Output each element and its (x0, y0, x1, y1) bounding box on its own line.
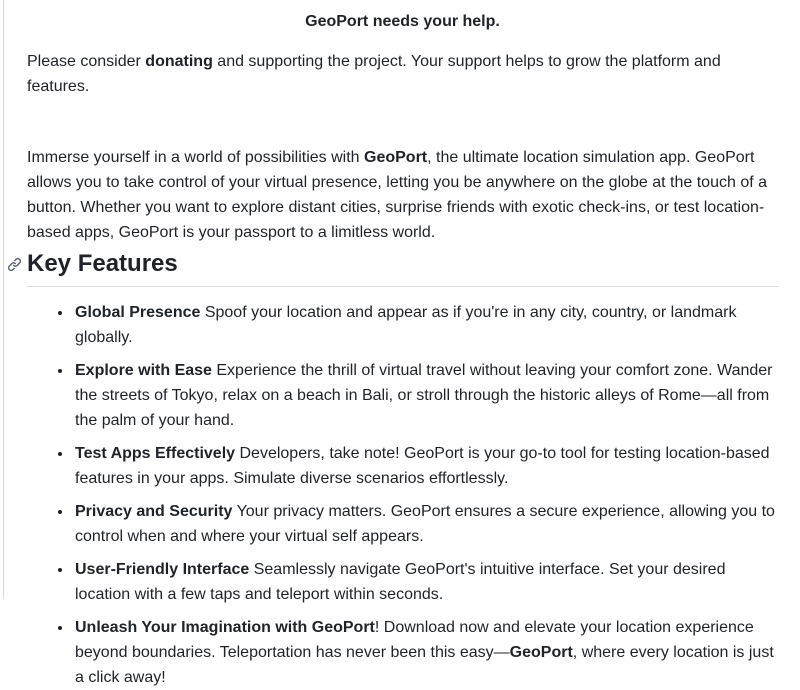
feature-item-global-presence (73, 300, 778, 350)
donate-paragraph-post: and supporting the project. Your support helps to grow the platform and features. (27, 53, 721, 95)
key-features-heading-text: Key Features (27, 250, 178, 277)
feature-tail: , where every location is just a click away! (75, 644, 774, 686)
feature-lead: Global Presence (75, 304, 201, 321)
intro-paragraph-post: , the ultimate location simulation app. GeoPort allows you to take control of your virtual presence, letting you be anywhere on the globe at the touch of a button. Whether you want to explore distant cities, surprise friends with exotic check-ins, or test location-based apps, GeoPort is your passport to a limitless world. (27, 149, 768, 241)
feature-lead: Privacy and Security (75, 503, 233, 520)
feature-item-user-friendly (73, 557, 778, 607)
feature-lead: User-Friendly Interface (75, 561, 250, 578)
features-list (27, 300, 778, 690)
intro-paragraph (27, 145, 778, 245)
feature-body: ! Download now and elevate your location experience beyond boundaries. Teleportation has never been this easy— (75, 619, 754, 661)
feature-body: Seamlessly navigate GeoPort's intuitive interface. Set your desired location with a few taps and teleport within seconds. (75, 561, 726, 603)
feature-body: Your privacy matters. GeoPort ensures a secure experience, allowing you to control when and where your virtual self appears. (75, 503, 775, 545)
help-title-text: GeoPort needs your help. (305, 13, 500, 30)
chain-link-icon (7, 257, 22, 272)
donate-paragraph-pre: Please consider (27, 53, 146, 70)
feature-item-test-apps (73, 441, 778, 491)
page-left-border (3, 0, 4, 599)
feature-lead: Explore with Ease (75, 362, 212, 379)
feature-body: Experience the thrill of virtual travel without leaving your comfort zone. Wander the streets of Tokyo, relax on a beach in Bali, or stroll through the historic alleys of Rome—all from the palm of your hand. (75, 362, 773, 429)
feature-body: Spoof your location and appear as if you're in any city, country, or landmark globally. (75, 304, 737, 346)
intro-paragraph-pre: Immerse yourself in a world of possibilities with (27, 149, 365, 166)
feature-body: Developers, take note! GeoPort is your go-to tool for testing location-based features in your apps. Simulate diverse scenarios effortlessly. (75, 445, 770, 487)
feature-bold2: GeoPort (509, 644, 573, 661)
key-features-heading (27, 249, 778, 287)
geoport-bold-text: GeoPort (364, 149, 428, 166)
help-title (27, 11, 778, 33)
feature-lead: Unleash Your Imagination with GeoPort (75, 619, 375, 636)
feature-lead: Test Apps Effectively (75, 445, 236, 462)
heading-anchor-link[interactable] (6, 256, 22, 272)
donating-bold-text: donating (145, 53, 213, 70)
feature-item-privacy-security (73, 499, 778, 549)
feature-item-explore-with-ease (73, 358, 778, 433)
feature-item-unleash-imagination (73, 615, 778, 690)
donate-paragraph (27, 49, 778, 99)
